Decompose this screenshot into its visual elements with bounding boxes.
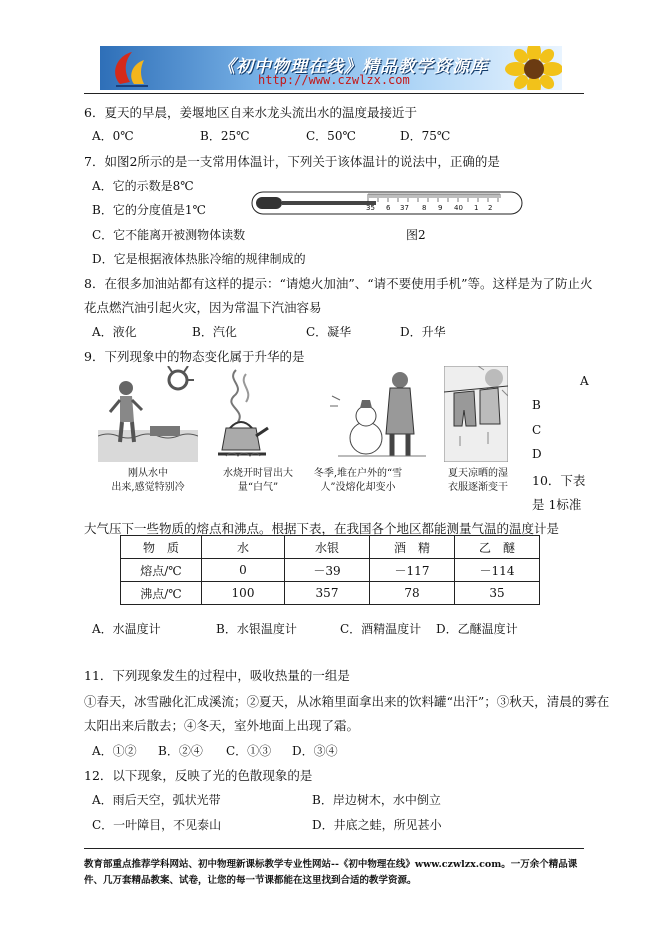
caption-b <box>218 467 298 495</box>
table-row <box>121 582 540 605</box>
q11-option-d: D．③④ <box>292 744 338 758</box>
table-cell: 0 <box>202 559 285 582</box>
table-header-row <box>121 536 540 559</box>
caption-b-line1: 水烧开时冒出大 <box>223 468 293 479</box>
q10-option-a: A．水温度计 <box>92 622 161 636</box>
table-cell: 35 <box>455 582 540 605</box>
q11-option-a: A．①② <box>92 744 137 758</box>
caption-c-line2: 人”没熔化却变小 <box>320 482 396 493</box>
banner-url: http://www.czwlzx.com <box>258 73 410 87</box>
table-cell: 357 <box>285 582 370 605</box>
table-cell: 100 <box>202 582 285 605</box>
q11-stem: 11．下列现象发生的过程中，吸收热量的一组是 <box>84 668 350 683</box>
q12-stem: 12．以下现象，反映了光的色散现象的是 <box>84 768 313 783</box>
sunflower-icon <box>504 46 562 90</box>
caption-d-line1: 夏天凉晒的湿 <box>448 468 508 479</box>
header-banner <box>100 46 562 90</box>
q9-stem: 9．下列现象中的物态变化属于升华的是 <box>84 349 305 364</box>
q8-line2: 花点燃汽油引起火灾，因为常温下汽油容易 <box>84 300 322 315</box>
scale-2: 2 <box>488 204 493 212</box>
scale-35: 35 <box>366 204 375 212</box>
scale-1: 1 <box>474 204 479 212</box>
q9-letter-d: D <box>532 447 542 461</box>
table-cell: 78 <box>370 582 455 605</box>
kettle-picture <box>212 366 272 462</box>
q6-option-b: B．25℃ <box>200 129 250 143</box>
footer-line2: 件、几万套精品教案、试卷，让您的每一节课都能在这里找到合适的教学资源。 <box>84 875 417 886</box>
q7-stem: 7．如图2所示的是一支常用体温计，下列关于该体温计的说法中，正确的是 <box>84 154 500 169</box>
q7-option-b: B．它的分度值是1℃ <box>92 203 206 217</box>
q11-option-b: B．②④ <box>158 744 203 758</box>
q8-option-c: C．凝华 <box>306 325 352 339</box>
scale-9: 9 <box>438 204 443 212</box>
table-row <box>121 559 540 582</box>
logo-icon <box>106 48 206 88</box>
table-cell: 沸点/℃ <box>121 582 202 605</box>
caption-b-line2: 量“白气” <box>237 482 279 493</box>
q8-line1: 8．在很多加油站都有这样的提示：“请熄火加油”、“请不要使用手机”等。这样是为了防止火 <box>84 276 593 291</box>
table-header-cell: 水银 <box>285 536 370 559</box>
q6-option-d: D．75℃ <box>400 129 451 143</box>
q11-line1: ①春天，冰雪融化汇成溪流；②夏天，从冰箱里面拿出来的饮料罐“出汗”；③秋天，清晨的雾在 <box>84 694 610 709</box>
swimmer-picture <box>98 366 198 462</box>
footer-rule <box>84 848 584 849</box>
q10-option-b: B．水银温度计 <box>216 622 297 636</box>
thermometer-figure <box>250 186 525 220</box>
q11-option-c: C．①③ <box>226 744 272 758</box>
table-cell: －114 <box>455 559 540 582</box>
table-header-cell: 乙 醚 <box>455 536 540 559</box>
q12-option-b: B．岸边树木，水中倒立 <box>312 793 441 807</box>
banner-title: 《初中物理在线》精品教学资源库 <box>218 57 488 77</box>
q6-stem: 6．夏天的早晨，姜堰地区自来水龙头流出水的温度最接近于 <box>84 105 417 120</box>
scale-37: 37 <box>400 204 409 212</box>
footer-line1: 教育部重点推荐学科网站、初中物理新课标教学专业性网站--《初中物理在线》www.czwlzx.com。一万余个精品课 <box>84 859 578 870</box>
table-cell: 熔点/℃ <box>121 559 202 582</box>
q12-option-d: D．井底之蛙，所见甚小 <box>312 818 442 832</box>
q8-option-d: D．升华 <box>400 325 446 339</box>
q7-option-a: A．它的示数是8℃ <box>92 179 194 193</box>
q10-right-2: 是 1标准 <box>532 497 582 512</box>
melting-boiling-table <box>120 535 540 605</box>
scale-6: 6 <box>386 204 391 212</box>
q9-letter-c: C <box>532 423 542 437</box>
scale-8: 8 <box>422 204 427 212</box>
table-cell: －117 <box>370 559 455 582</box>
caption-a-line2: 出来,感觉特别冷 <box>111 482 185 493</box>
q8-option-b: B．汽化 <box>192 325 237 339</box>
q12-option-a: A．雨后天空，弧状光带 <box>92 793 221 807</box>
q6-option-a: A．0℃ <box>92 129 134 143</box>
table-header-cell: 物 质 <box>121 536 202 559</box>
header-rule <box>84 93 584 94</box>
table-header-cell: 酒 精 <box>370 536 455 559</box>
q11-line2: 太阳出来后散去；④冬天，室外地面上出现了霜。 <box>84 718 360 733</box>
caption-d <box>440 467 516 495</box>
q9-letter-a: A <box>580 374 589 388</box>
table-header-cell: 水 <box>202 536 285 559</box>
scale-40: 40 <box>454 204 463 212</box>
q10-line: 大气压下一些物质的熔点和沸点。根据下表，在我国各个地区都能测量气温的温度计是 <box>84 521 560 536</box>
q7-option-c: C．它不能离开被测物体读数 <box>92 228 246 242</box>
q8-option-a: A．液化 <box>92 325 137 339</box>
q10-right-1: 10．下表 <box>532 473 586 488</box>
laundry-picture <box>444 366 508 462</box>
q7-option-d: D．它是根据液体热胀冷缩的规律制成的 <box>92 252 306 266</box>
caption-c <box>310 467 406 495</box>
q6-option-c: C．50℃ <box>306 129 356 143</box>
q9-letter-b: B <box>532 398 541 412</box>
q10-option-c: C．酒精温度计 <box>340 622 422 636</box>
snowman-picture <box>326 366 436 462</box>
caption-d-line2: 衣服逐渐变干 <box>448 482 508 493</box>
q12-option-c: C．一叶障目，不见泰山 <box>92 818 222 832</box>
caption-a <box>108 467 188 495</box>
q7-figure-label: 图2 <box>406 228 426 242</box>
q10-option-d: D．乙醚温度计 <box>436 622 518 636</box>
table-cell: －39 <box>285 559 370 582</box>
caption-a-line1: 刚从水中 <box>128 468 168 479</box>
caption-c-line1: 冬季,堆在户外的“雪 <box>313 468 403 479</box>
